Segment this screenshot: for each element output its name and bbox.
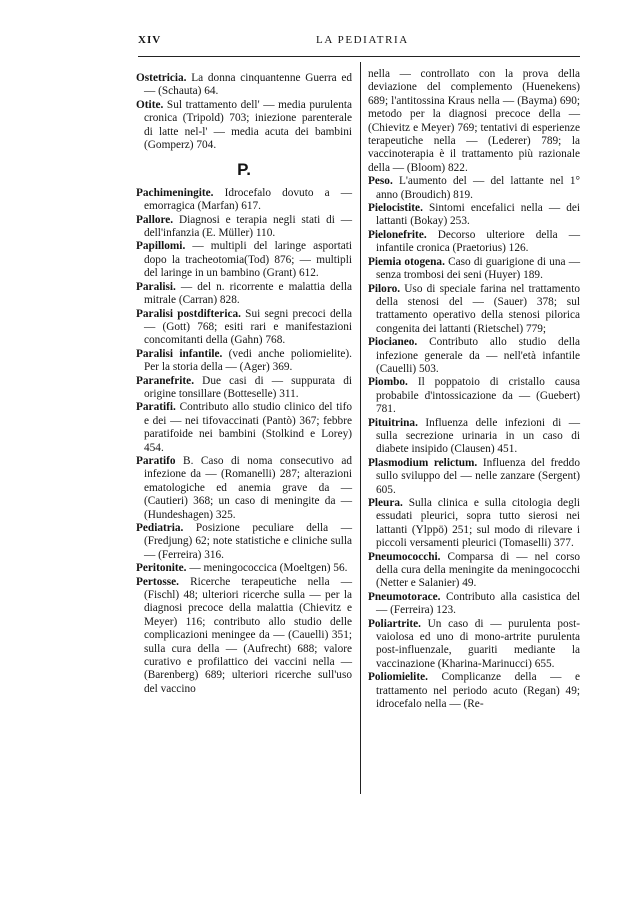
index-entry bbox=[368, 376, 580, 416]
index-text: Caso di guarigione di una — senza trombosi dei seni (Huyer) 189. bbox=[376, 255, 580, 282]
index-entry bbox=[368, 336, 580, 376]
index-text: Sulla clinica e sulla citologia degli essudati pleurici, sopra tutto sierosi nei lattanti (Ylppö) 251; sul modo di rilevare i piccoli versamenti pleurici (Tomaselli) 377. bbox=[376, 497, 580, 550]
index-entry bbox=[136, 99, 352, 153]
index-text: Un caso di — purulenta post-vaiolosa ed uno di mono-artrite purulenta post-influenzale, guariti mediante la vaccinazione (Kharina-Marinucci) 655. bbox=[376, 617, 580, 670]
index-term: Pleura. bbox=[368, 497, 403, 509]
index-entry bbox=[136, 72, 352, 99]
index-term: Paranefrite. bbox=[136, 374, 195, 387]
index-entry bbox=[368, 175, 580, 202]
index-entry bbox=[368, 256, 580, 283]
index-text: Sul trattamento dell' — media purulenta cronica (Tripold) 703; iniezione parenterale di latte nel-l' — media acuta dei bambini (Gomperz) 704. bbox=[144, 98, 352, 152]
index-text: B. Caso di noma consecutivo ad infezione da — (Romanelli) 287; alterazioni ematologiche ed anemia grave da — (Cautieri) 368; un caso di meningite da — (Hundeshagen) 325. bbox=[144, 454, 352, 521]
index-text: Posizione peculiare della — (Fredjung) 62; note statistiche e cliniche sulla — (Ferreira) 316. bbox=[144, 522, 352, 561]
index-text: (vedi anche poliomielite). Per la storia della — (Ager) 369. bbox=[144, 347, 353, 374]
index-text: Contributo allo studio clinico del tifo e dei — nei tifovaccinati (Pantò) 367; febbre paratifoide nei bambini (Stolkind e Lorey) 454. bbox=[144, 401, 352, 454]
index-text: Contributo allo studio della infezione generale da — nell'età infantile (Cauelli) 503. bbox=[376, 336, 580, 375]
index-term: Plasmodium relictum. bbox=[368, 456, 478, 469]
index-entry bbox=[136, 576, 352, 697]
index-text: Diagnosi e terapia negli stati di — dell'infanzia (E. Müller) 110. bbox=[144, 213, 352, 240]
index-term: Pielonefrite. bbox=[368, 228, 427, 241]
index-text: — meningococcica (Moeltgen) 56. bbox=[186, 562, 348, 575]
index-term: Pediatria. bbox=[136, 522, 184, 534]
index-term: Papillomi. bbox=[136, 240, 186, 253]
index-term: Peso. bbox=[368, 175, 393, 188]
index-text: — del n. ricorrente e malattia della mitrale (Carran) 828. bbox=[144, 280, 352, 307]
index-text: Due casi di — suppurata di origine tonsillare (Botteselle) 311. bbox=[144, 374, 352, 400]
index-term: Pertosse. bbox=[136, 575, 179, 588]
index-entry bbox=[136, 187, 352, 214]
index-term: Poliartrite. bbox=[368, 617, 422, 630]
index-term: Pachimeningite. bbox=[136, 186, 214, 199]
index-term: Paralisi. bbox=[136, 280, 176, 293]
index-text: — multipli del laringe asportati dopo la tracheotomia(Tod) 876; — multipli del laringe in un bambino (Grant) 612. bbox=[144, 240, 352, 280]
index-entry bbox=[136, 308, 352, 348]
index-text: Sintomi encefalici nella — dei lattanti (Bokay) 253. bbox=[376, 202, 580, 228]
index-entry bbox=[368, 417, 580, 457]
index-term: Pneumotorace. bbox=[368, 590, 441, 603]
index-text: L'aumento del — del lattante nel 1° anno (Broudich) 819. bbox=[376, 175, 580, 201]
index-entry-continuation: nella — controllato con la prova della deviazione del complemento (Huenekens) 689; l'antitossina Kraus nella — (Bayma) 690; metodo per la diagnosi precoce della — (Chievitz e Meyer) 769; tentativi di esperienze terapeutiche nella — (Lederer) 789; la vaccinoterapia è il trattamento più razionale della — (Bloom) 822. bbox=[368, 68, 580, 174]
index-entry bbox=[136, 522, 352, 562]
index-entry bbox=[136, 455, 352, 522]
index-entry bbox=[368, 551, 580, 591]
index-term: Pituitrina. bbox=[368, 416, 418, 429]
header-rule bbox=[138, 56, 580, 57]
index-entry bbox=[368, 283, 580, 337]
index-entry bbox=[136, 375, 352, 402]
index-text: La donna cinquantenne Guerra ed — (Schauta) 64. bbox=[144, 72, 352, 98]
index-term: Pallore. bbox=[136, 213, 174, 226]
index-entry bbox=[368, 202, 580, 229]
index-term: Otite. bbox=[136, 98, 164, 111]
index-term: Paralisi postdifterica. bbox=[136, 307, 241, 320]
index-text: Uso di speciale farina nel trattamento della stenosi del — (Sauer) 378; sul trattamento operativo della stenosi pilorica congenita dei lattanti (Rietschel) 779; bbox=[376, 282, 580, 335]
index-term: Peritonite. bbox=[136, 562, 187, 575]
index-text: Ricerche terapeutiche nella — (Fischl) 48; ulteriori ricerche sulla — per la diagnosi precoce della malattia (Chievitz e Meyer) 116; contributo allo studio delle complicazioni meningee da — (Cauelli) 351; sulla cura della — (Aufrecht) 688; valore curativo e profilattico dei vaccini nella — (Barenberg) 689; ulteriori ricerche sull'uso del vaccino bbox=[144, 575, 352, 695]
index-text: Il poppatoio di cristallo causa probabile d'intossicazione da — (Guebert) 781. bbox=[376, 376, 580, 416]
index-term: Paratifi. bbox=[136, 401, 176, 414]
page-number: XIV bbox=[138, 34, 162, 46]
index-text: Influenza del freddo sullo sviluppo del — nelle zanzare (Sergent) 605. bbox=[376, 456, 580, 496]
index-term: Piemia otogena. bbox=[368, 255, 445, 268]
index-entry bbox=[136, 348, 352, 375]
index-text: Complicanze della — e trattamento nel periodo acuto (Regan) 49; idrocefalo nella — (Re- bbox=[376, 671, 580, 711]
index-entry bbox=[136, 240, 352, 280]
index-text: Contributo alla casistica del — (Ferreira) 123. bbox=[376, 590, 580, 617]
right-column bbox=[368, 68, 580, 712]
index-term: Paratifo bbox=[136, 454, 176, 467]
index-term: Piombo. bbox=[368, 376, 408, 389]
running-header bbox=[138, 34, 580, 48]
index-text: Sui segni precoci della — (Gott) 768; esiti rari e manifestazioni concomitanti della (Gahn) 768. bbox=[144, 307, 352, 347]
index-term: Paralisi infantile. bbox=[136, 347, 223, 360]
index-text: Idrocefalo dovuto a — emorragica (Marfan) 617. bbox=[144, 186, 352, 213]
index-entry bbox=[368, 229, 580, 256]
left-column bbox=[136, 72, 352, 696]
index-term: Piocianeo. bbox=[368, 336, 418, 349]
index-entry bbox=[368, 671, 580, 711]
index-entry bbox=[368, 591, 580, 618]
journal-title: LA PEDIATRIA bbox=[316, 34, 409, 46]
index-text: Comparsa di — nel corso della cura della meningite da meningococchi (Netter e Salanier) 49. bbox=[376, 550, 580, 590]
index-entry bbox=[136, 562, 352, 575]
column-divider bbox=[360, 62, 361, 794]
index-term: Pneumococchi. bbox=[368, 550, 441, 563]
index-term: Ostetricia. bbox=[136, 72, 187, 84]
section-letter: P. bbox=[237, 160, 251, 180]
index-text: Influenza delle infezioni di — sulla secrezione urinaria in un caso di diabete insipido (Clausen) 451. bbox=[376, 416, 580, 456]
index-entry bbox=[368, 497, 580, 551]
index-entry bbox=[136, 214, 352, 241]
index-entry bbox=[368, 618, 580, 672]
index-term: Poliomielite. bbox=[368, 671, 428, 684]
index-term: Pielocistite. bbox=[368, 202, 423, 215]
index-entry bbox=[368, 457, 580, 497]
index-entry bbox=[136, 401, 352, 455]
index-term: Piloro. bbox=[368, 282, 401, 295]
index-entry bbox=[136, 281, 352, 308]
index-text: Decorso ulteriore della — infantile cronica (Praetorius) 126. bbox=[376, 228, 580, 255]
